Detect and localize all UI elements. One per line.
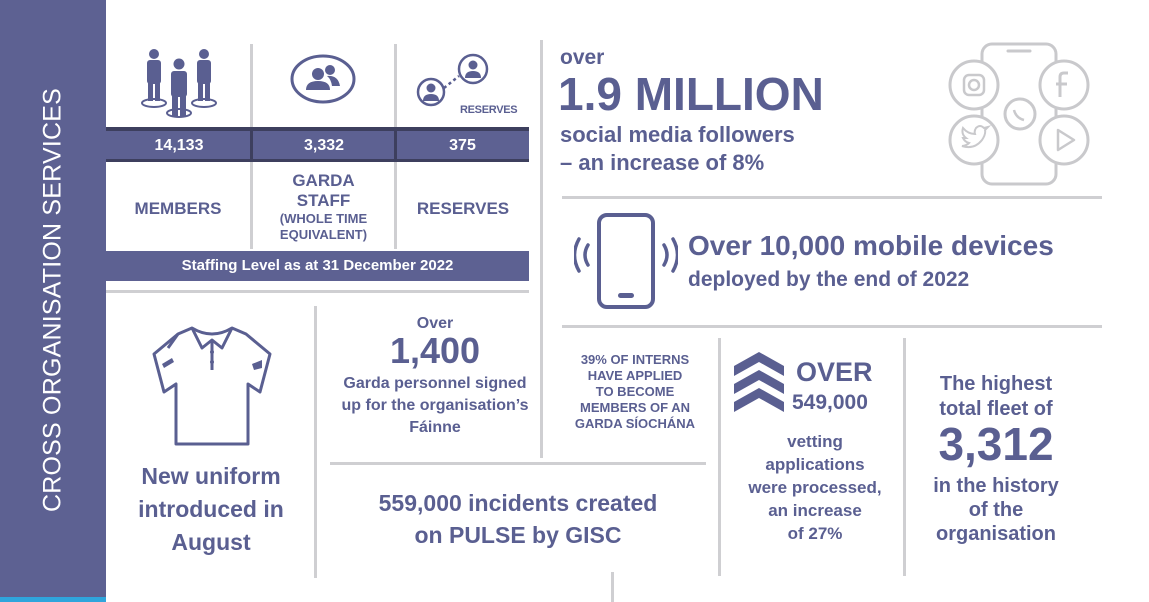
uniform-text-line: August	[171, 529, 251, 555]
divider	[314, 306, 317, 578]
fainne-prefix: Over	[416, 315, 454, 332]
garda-staff-note: (WHOLE TIME	[279, 211, 368, 226]
vetting-text-line: applications	[765, 455, 865, 474]
fleet-text-line: The highest	[939, 373, 1053, 395]
interns-text-line: MEMBERS OF AN	[579, 400, 691, 415]
reserves-icon-label: RESERVES	[460, 104, 518, 116]
fleet-text-line: total fleet of	[939, 398, 1053, 420]
sidebar	[0, 0, 106, 602]
divider	[562, 325, 1102, 328]
fainne-text-line: up for the organisation’s	[341, 397, 529, 414]
vetting-text-line: vetting	[787, 432, 843, 451]
divider	[106, 290, 529, 293]
garda-staff-label-line: STAFF	[296, 191, 351, 210]
social-followers-count: 1.9 MILLION	[558, 68, 824, 120]
vetting-count: 549,000	[792, 391, 868, 414]
vetting-over: OVER	[796, 357, 873, 387]
pulse-text-line: on PULSE by GISC	[414, 522, 622, 548]
divider	[330, 462, 706, 465]
vetting-text-line: of 27%	[787, 524, 843, 543]
interns-text-line: GARDA SÍOCHÁNA	[574, 416, 696, 431]
fainne-text-line: Garda personnel signed	[343, 375, 527, 392]
chevron-up-rank-icon	[734, 350, 784, 412]
twitter-icon	[950, 116, 998, 164]
sidebar-title: CROSS ORGANISATION SERVICES	[38, 87, 67, 513]
social-prefix: over	[560, 46, 605, 69]
mobile-headline: Over 10,000 mobile devices	[688, 230, 1054, 261]
members-people-icon	[134, 48, 220, 118]
vetting-text-line: were processed,	[748, 478, 882, 497]
mobile-phone-icon	[574, 212, 678, 312]
interns-text-line: HAVE APPLIED	[587, 368, 683, 383]
garda-staff-note: EQUIVALENT)	[279, 227, 368, 242]
reserves-label: RESERVES	[416, 199, 510, 218]
interns-text-line: TO BECOME	[595, 384, 675, 399]
divider	[562, 196, 1102, 199]
fleet-text-line: of the	[968, 499, 1024, 521]
uniform-text-line: New uniform	[141, 463, 281, 489]
vetting-text	[722, 430, 908, 545]
fainne-count: 1,400	[389, 330, 481, 371]
garda-staff-label-line: GARDA	[292, 171, 355, 190]
fleet-text-line: organisation	[935, 523, 1056, 545]
facebook-icon	[1040, 61, 1088, 109]
members-count: 14,133	[154, 137, 204, 154]
uniform-text-line: introduced in	[138, 496, 284, 522]
uniform-text	[106, 460, 316, 559]
staff-group-icon	[290, 54, 356, 104]
instagram-icon	[950, 61, 998, 109]
garda-staff-label	[253, 171, 394, 243]
youtube-icon	[1040, 116, 1088, 164]
social-phone-illustration	[944, 40, 1094, 188]
fleet-text-line: in the history	[933, 475, 1059, 497]
staff-count: 3,332	[303, 137, 345, 154]
members-label: MEMBERS	[134, 199, 222, 218]
fainne-text	[324, 373, 546, 439]
reserves-count: 375	[449, 137, 476, 154]
divider	[903, 338, 906, 576]
divider	[611, 572, 614, 602]
sidebar-accent-bar	[0, 597, 106, 602]
uniform-polo-shirt-icon	[148, 318, 276, 448]
fainne-text-line: Fáinne	[409, 419, 461, 436]
interns-text-line: 39% OF INTERNS	[580, 352, 690, 367]
whatsapp-icon	[1005, 99, 1035, 129]
vetting-text-line: an increase	[768, 501, 862, 520]
staffing-footer: Staffing Level as at 31 December 2022	[106, 251, 529, 281]
interns-text	[560, 352, 710, 432]
staffing-values-bar	[106, 127, 529, 162]
fleet-intro	[908, 372, 1084, 422]
fleet-outro	[908, 474, 1084, 546]
pulse-text-line: 559,000 incidents created	[378, 490, 658, 516]
pulse-text	[330, 487, 706, 551]
social-line2: – an increase of 8%	[560, 150, 765, 175]
divider	[718, 338, 721, 576]
reserves-icon	[416, 52, 496, 110]
mobile-sub: deployed by the end of 2022	[688, 268, 970, 291]
fleet-count: 3,312	[938, 418, 1054, 470]
social-line1: social media followers	[560, 122, 795, 147]
